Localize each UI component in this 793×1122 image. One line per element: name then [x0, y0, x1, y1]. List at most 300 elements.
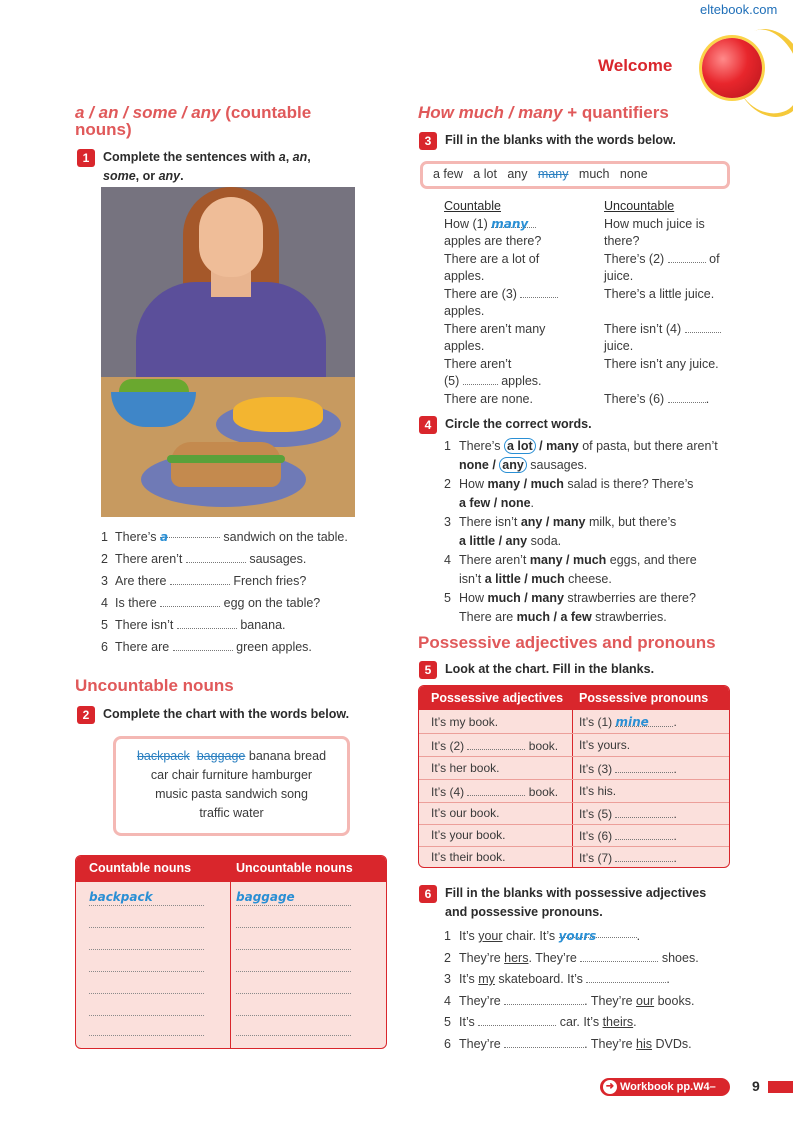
ex4-l10-opt1[interactable]: much: [516, 610, 551, 624]
ex4-l5-sep: /: [542, 515, 553, 529]
ex1-item-2: [101, 548, 381, 570]
ex4-num-3: 3: [444, 515, 451, 529]
ex6-num-3: 3: [444, 972, 451, 986]
exercise-5-number: 5: [419, 661, 437, 679]
ex5-r5-pro-post: .: [673, 807, 677, 821]
ex4-line-7: [444, 551, 734, 570]
ex4-l7-pre: There aren’t: [459, 553, 530, 567]
ex4-l5-opt2[interactable]: many: [552, 515, 586, 529]
ex6-line-4: [444, 991, 744, 1013]
ex6-l1-a: It’s: [459, 929, 479, 943]
ex6-l2-c: shoes.: [658, 950, 699, 965]
exercise-4-number: 4: [419, 416, 437, 434]
ex4-line-4: [444, 494, 734, 513]
ex4-l1-pre: There’s: [459, 439, 504, 453]
ex6-l2-a: They’re: [459, 950, 505, 965]
ex5-row-1-adj: [431, 715, 498, 729]
ex6-l5-a: It’s: [459, 1015, 479, 1029]
ex4-l2-opt2-circled[interactable]: any: [499, 457, 527, 473]
ex4-l3-sep: /: [520, 477, 531, 491]
ex1-item-4-post: egg on the table?: [220, 596, 321, 610]
ex6-l1-answer: yours: [558, 929, 597, 943]
ex1-instr-or: , or: [135, 168, 159, 183]
ex3-c9: There aren’t: [444, 356, 512, 371]
ex4-l5-opt1[interactable]: any: [520, 515, 543, 529]
ex6-l4-blank[interactable]: [504, 993, 584, 1005]
ex6-l5-b: car. It’s: [556, 1015, 603, 1029]
ex5-col-pronouns: Possessive pronouns: [579, 691, 709, 705]
ex2-line[interactable]: [236, 949, 351, 950]
ex1-instr-pre: Complete the sentences with: [103, 150, 279, 164]
workbook-reference-label: Workbook pp.W4–W5: [620, 1081, 716, 1111]
ex4-l4-opt1[interactable]: a few: [459, 496, 491, 510]
ex4-l1-post: of pasta, but there aren’t: [578, 439, 718, 453]
ex3-u3-b: of: [705, 251, 720, 266]
ex1-item-5-blank[interactable]: [177, 617, 237, 629]
ex2-chart-col-uncountable: Uncountable nouns: [236, 861, 353, 875]
section-title-quantifiers-italic: How much / many: [418, 103, 563, 122]
ex3-u6-text: There isn’t (4): [604, 321, 685, 336]
ex4-l5-pre: There isn’t: [459, 515, 521, 529]
ex3-words-pre: a few a lot any: [433, 167, 538, 181]
ex3-c1-answer: many: [491, 216, 529, 231]
ex4-line-5: [444, 513, 734, 532]
ex4-l2-sep: /: [488, 458, 500, 472]
ex6-num-5: 5: [444, 1015, 451, 1029]
ex5-r1-adj-text: It’s my book.: [431, 715, 499, 729]
ex4-l2-opt1[interactable]: none: [459, 458, 489, 472]
ex2-line[interactable]: [236, 1015, 351, 1016]
ex1-item-5-num: 5: [101, 618, 108, 632]
ex5-row-line: [419, 846, 729, 847]
ex1-item-6-post: green apples.: [232, 640, 312, 654]
ex3-uncountable-title: Uncountable: [604, 199, 675, 213]
ex3-u6-blank[interactable]: [685, 321, 721, 333]
ex2-line[interactable]: [89, 971, 204, 972]
welcome-ball-icon: [702, 38, 762, 98]
ex4-num-1: 1: [444, 439, 451, 453]
ex4-l9-opt1[interactable]: much: [487, 591, 521, 605]
ex2-line[interactable]: [89, 993, 204, 994]
ex1-item-5-post: banana.: [236, 618, 286, 632]
workbook-reference-button[interactable]: [600, 1078, 730, 1111]
ex3-c10-blank[interactable]: [463, 373, 498, 385]
ex1-item-3: [101, 570, 381, 592]
ex2-line[interactable]: [89, 1015, 204, 1016]
ex4-l3-opt1[interactable]: many: [487, 477, 521, 491]
ex4-line-8: [444, 570, 734, 589]
ex3-u7: juice.: [604, 339, 634, 353]
sandwich-shape: [171, 442, 281, 487]
ex5-r6-pro-text: It’s (6): [579, 829, 616, 843]
ex5-row-2-adj: [431, 738, 558, 753]
ex5-r4-adj-post: book.: [525, 785, 559, 799]
exercise-3-instruction: [419, 131, 729, 150]
ex5-r6-blank[interactable]: [615, 828, 673, 840]
ex1-item-1-post: sandwich on the table.: [219, 530, 348, 544]
ex4-l2-post: sausages.: [526, 458, 588, 472]
ex4-line-9: [444, 589, 734, 608]
ex1-instr-c1: ,: [285, 150, 293, 164]
ex1-item-6-blank[interactable]: [173, 639, 233, 651]
ex6-l2-underlined: hers: [504, 950, 529, 965]
ex5-row-5-pro: [579, 806, 677, 821]
ex5-r1-blank[interactable]: [615, 715, 673, 727]
exercise-2-instruction: [77, 705, 387, 724]
ex6-l4-c: books.: [654, 993, 695, 1008]
ex4-l8-sep: /: [520, 572, 532, 586]
ex4-l1-opt2[interactable]: many: [546, 439, 579, 453]
ex2-words-line1-rest: banana bread: [245, 749, 327, 763]
ex5-r1-pro-post: .: [673, 715, 677, 729]
ex2-line[interactable]: [236, 905, 351, 906]
ex2-instr-text: Complete the chart with the words below.: [103, 707, 350, 721]
ex5-r4-adj-pre: It’s (4): [431, 785, 468, 799]
ex4-l7-opt2[interactable]: much: [572, 553, 607, 567]
ex6-l4-a: They’re: [459, 993, 505, 1008]
ex2-words-line1: [126, 747, 337, 766]
ex5-r2-blank[interactable]: [467, 738, 525, 750]
ex5-r5-pro-text: It’s (5): [579, 807, 616, 821]
ex6-l6-c: DVDs.: [652, 1036, 692, 1051]
ex3-c8: apples.: [444, 339, 485, 353]
section-title-quantifiers-rest: + quantifiers: [562, 103, 669, 122]
ex2-chart-answer-countable: backpack: [89, 890, 153, 904]
ex1-item-4: [101, 592, 381, 614]
ex5-row-line: [419, 802, 729, 803]
exercise-1-list: [101, 526, 381, 658]
ex6-l3-blank[interactable]: [586, 971, 666, 983]
ex2-word-baggage-struck: baggage: [196, 749, 246, 763]
ex5-chart-divider: [572, 686, 573, 867]
ex3-c4: apples.: [444, 269, 485, 283]
ex5-r2-adj-post: book.: [525, 739, 559, 753]
section-title-articles-line2: nouns): [75, 120, 132, 139]
ex3-u3-blank[interactable]: [668, 251, 706, 263]
ex6-l1-blank[interactable]: [558, 926, 637, 943]
ex4-l6-opt2[interactable]: any: [505, 534, 528, 548]
exercise-6-list: [444, 926, 744, 1055]
section-title-uncountable: Uncountable nouns: [75, 676, 234, 695]
ex4-l8-opt2[interactable]: much: [531, 572, 565, 586]
ex4-l9-pre: How: [459, 591, 488, 605]
ex6-l6-underlined: his: [636, 1036, 653, 1051]
ex2-chart-divider: [230, 856, 231, 1048]
ex1-item-6-pre: There are: [115, 640, 173, 654]
ex1-instr-some: some: [103, 168, 136, 183]
ex6-l6-a: They’re: [459, 1036, 505, 1051]
ex3-u5: There’s a little juice.: [604, 286, 715, 301]
ex6-num-2: 2: [444, 950, 451, 965]
ex6-line-5: [444, 1012, 744, 1034]
ex3-c6: apples.: [444, 304, 485, 318]
ex3-c10: [444, 373, 594, 391]
ex2-line[interactable]: [236, 1035, 351, 1036]
ex1-item-4-pre: Is there: [115, 596, 161, 610]
ex3-u1: How much juice is: [604, 216, 705, 231]
ex4-l6-post: soda.: [527, 534, 562, 548]
ex1-instr-c2: ,: [307, 150, 311, 164]
exercise-2-chart: [75, 855, 387, 1049]
ex1-item-3-post: French fries?: [229, 574, 307, 588]
ex6-l5-c: .: [633, 1015, 637, 1029]
lettuce-shape: [167, 455, 285, 463]
ex6-l1-c: .: [636, 929, 641, 943]
ex4-l7-opt1[interactable]: many: [529, 553, 563, 567]
ex3-c5: [444, 286, 594, 304]
ex6-l2-b: . They’re: [528, 950, 581, 965]
exercise-3-word-box: [420, 161, 730, 189]
ex4-l3-pre: How: [459, 477, 488, 491]
ex2-line[interactable]: [89, 949, 204, 950]
ex1-instr-any: any: [158, 168, 181, 183]
ex4-l4-post: .: [530, 496, 535, 510]
ex2-chart-answer-uncountable: baggage: [236, 890, 295, 904]
exercise-4-instruction: [419, 415, 729, 434]
ex3-countable-title: Countable: [444, 199, 501, 213]
section-title-articles-rest: (countable: [220, 103, 312, 122]
ex6-num-4: 4: [444, 993, 451, 1008]
ex2-line[interactable]: [236, 993, 351, 994]
ex5-row-line: [419, 756, 729, 757]
ex2-word-backpack-struck: backpack: [136, 749, 190, 763]
ex4-l1-opt1-circled[interactable]: a lot: [504, 438, 536, 454]
exercise-2-number: 2: [77, 706, 95, 724]
ex1-instr-end: .: [180, 168, 184, 183]
ex1-item-5-pre: There isn’t: [115, 618, 177, 632]
ex5-r2-adj-pre: It’s (2): [431, 739, 468, 753]
ex5-instr-text: Look at the chart. Fill in the blanks.: [445, 662, 655, 676]
ex4-l9-sep: /: [520, 591, 532, 605]
ex1-item-2-blank[interactable]: [186, 551, 246, 563]
ex5-row-7-adj: It’s their book.: [431, 850, 506, 864]
ex5-r3-blank[interactable]: [615, 761, 673, 773]
ex3-u9-b: .: [705, 391, 710, 406]
ex3-u4: juice.: [604, 269, 634, 283]
ex5-row-5-adj: It’s our book.: [431, 806, 500, 820]
ex5-r7-pro-post: .: [673, 851, 677, 865]
exercise-4-list: [444, 437, 734, 627]
ex1-item-1-answer: a: [159, 530, 169, 544]
ex6-l3-c: .: [666, 972, 670, 986]
ex5-row-line: [419, 824, 729, 825]
ex6-l3-a: It’s: [459, 972, 479, 986]
section-title-articles: [75, 104, 375, 138]
ex5-r6-pro-post: .: [673, 829, 677, 843]
exercise-2-word-box: [113, 736, 350, 836]
ex3-c5-blank[interactable]: [520, 286, 558, 298]
ex6-line-6: [444, 1034, 744, 1056]
ex6-num-6: 6: [444, 1036, 451, 1051]
ex3-spacer: [604, 303, 734, 321]
ex5-r7-pro-text: It’s (7): [579, 851, 616, 865]
ex6-l4-underlined: our: [636, 993, 655, 1008]
exercise-5-chart: [418, 685, 730, 868]
ex4-l10-pre: There are: [459, 610, 517, 624]
ex4-num-4: 4: [444, 553, 451, 567]
ex1-item-1-pre: There’s: [115, 530, 160, 544]
ex6-l6-b: . They’re: [584, 1036, 637, 1051]
section-title-articles-italic: a / an / some / any: [75, 103, 221, 122]
ex5-row-1-pro: [579, 715, 677, 729]
arrow-right-icon: ➜: [603, 1080, 617, 1094]
ex4-line-3: [444, 475, 734, 494]
ex3-c1-text: How (1): [444, 216, 492, 231]
ex6-l3-b: skateboard. It’s: [494, 972, 587, 986]
ex4-num-5: 5: [444, 591, 451, 605]
ex3-u6: [604, 321, 734, 339]
ex3-u9-blank[interactable]: [668, 391, 706, 403]
ex1-instr-an: an: [292, 150, 308, 164]
ex3-uncountable-column: [604, 198, 734, 408]
ex5-r4-blank[interactable]: [467, 784, 525, 796]
ex5-r1-pro-text: It’s (1): [579, 715, 616, 729]
exercise-5-instruction: [419, 660, 729, 679]
ex2-words-line3: music pasta sandwich song: [155, 787, 308, 801]
ex4-l9-opt2[interactable]: many: [531, 591, 564, 605]
ex3-c2: apples are there?: [444, 234, 542, 248]
ex4-line-1: [444, 437, 734, 456]
ex6-l5-blank[interactable]: [478, 1014, 556, 1026]
ex6-l2-blank[interactable]: [580, 950, 658, 962]
french-fries-shape: [233, 397, 323, 432]
ex6-l5-underlined: theirs: [602, 1015, 634, 1029]
ex3-c1: [444, 216, 594, 234]
head-shape: [199, 197, 263, 277]
exercise-6-instruction: [419, 884, 739, 921]
ex1-item-4-num: 4: [101, 596, 108, 610]
ex4-l3-post: salad is there? There’s: [563, 477, 694, 491]
ex6-l6-blank[interactable]: [504, 1036, 584, 1048]
ex4-l6-sep: /: [495, 534, 506, 548]
ex3-u8: There isn’t any juice.: [604, 356, 719, 371]
ex5-row-line: [419, 733, 729, 734]
ex1-item-3-pre: Are there: [115, 574, 170, 588]
ex3-c5-text: There are (3): [444, 286, 521, 301]
ex3-instr-text: Fill in the blanks with the words below.: [445, 133, 676, 147]
ex2-line[interactable]: [89, 1035, 204, 1036]
ex6-instr-line1: Fill in the blanks with possessive adjectives: [445, 886, 707, 900]
section-title-quantifiers: [418, 104, 669, 121]
ex4-l10-sep: /: [550, 610, 561, 624]
ex1-item-1: [101, 526, 381, 548]
ex4-l8-post: cheese.: [564, 572, 612, 586]
ex3-word-many-struck: many: [537, 167, 569, 181]
ex4-l7-post: eggs, and there: [606, 553, 697, 567]
ex4-l6-opt1[interactable]: a little: [459, 534, 496, 548]
ex5-col-adjectives: Possessive adjectives: [431, 691, 564, 705]
ex2-chart-col-countable: Countable nouns: [89, 861, 192, 875]
ex2-words-line2: car chair furniture hamburger: [150, 768, 313, 782]
ex4-instr-text: Circle the correct words.: [445, 417, 592, 431]
ex4-l4-sep: /: [490, 496, 501, 510]
ex5-r3-pro-post: .: [673, 762, 677, 776]
ex2-line[interactable]: [236, 971, 351, 972]
ex3-u3: [604, 251, 734, 269]
ex3-c3: There are a lot of: [444, 251, 540, 266]
ex6-l1-b: chair. It’s: [502, 929, 559, 943]
unit-title: Welcome: [598, 56, 673, 75]
ex5-row-4-pro: It’s his.: [579, 784, 617, 798]
ex6-instr-line2: and possessive pronouns.: [445, 904, 603, 919]
ex5-chart-header: [419, 686, 729, 710]
ex4-l8-pre: isn’t: [459, 572, 485, 586]
exercise-3-number: 3: [419, 132, 437, 150]
ex5-row-6-pro: [579, 828, 677, 843]
ex4-line-10: [444, 608, 734, 627]
ex5-row-3-adj: It’s her book.: [431, 761, 500, 775]
ex3-c10-a: (5): [444, 374, 463, 388]
ex1-item-4-blank[interactable]: [160, 595, 220, 607]
ex5-row-3-pro: [579, 761, 677, 776]
ex1-item-3-blank[interactable]: [170, 573, 230, 585]
ex6-num-1: 1: [444, 929, 451, 943]
ex1-item-1-num: 1: [101, 530, 108, 544]
ex5-row-2-pro: It’s yours.: [579, 738, 631, 752]
ex3-u2: there?: [604, 234, 640, 248]
ex5-r1-answer: mine: [615, 715, 649, 729]
ex6-l1-underlined: your: [478, 929, 503, 943]
ex4-l9-post: strawberries are there?: [563, 591, 696, 605]
ex4-l10-post: strawberries.: [591, 610, 667, 624]
ex1-instr-a: a: [278, 150, 286, 164]
site-watermark: eltebook.com: [700, 2, 778, 17]
exercise-1-instruction: [77, 148, 367, 185]
ex5-row-6-adj: It’s your book.: [431, 828, 506, 842]
woman-with-food-illustration: [101, 187, 355, 517]
ex4-line-2: [444, 456, 734, 475]
ex3-u3-a: There’s (2): [604, 251, 668, 266]
ex4-l5-post: milk, but there’s: [585, 515, 677, 529]
ex5-r5-blank[interactable]: [615, 806, 673, 818]
ex6-line-2: [444, 948, 744, 970]
ex5-row-line: [419, 779, 729, 780]
ex2-line[interactable]: [89, 927, 204, 928]
ex3-countable-column: [444, 198, 594, 408]
ex4-l3-opt2[interactable]: much: [530, 477, 564, 491]
page-number-bar-decoration: [768, 1081, 793, 1093]
ex3-words-post: much none: [568, 167, 648, 181]
ex2-line[interactable]: [89, 905, 204, 906]
ex3-c10-b: apples.: [497, 374, 542, 388]
ex5-r7-blank[interactable]: [615, 850, 673, 862]
ex5-row-7-pro: [579, 850, 677, 865]
ex5-r3-pro-text: It’s (3): [579, 762, 616, 776]
exercise-1-number: 1: [77, 149, 95, 167]
section-title-possessives: Possessive adjectives and pronouns: [418, 633, 716, 652]
ex4-l10-opt2[interactable]: a few: [560, 610, 592, 624]
ex3-spacer: [604, 373, 734, 391]
ex1-item-6-num: 6: [101, 640, 108, 654]
ex1-item-2-pre: There aren’t: [115, 552, 186, 566]
ex6-l4-b: . They’re: [584, 993, 637, 1008]
ex1-item-1-blank[interactable]: [159, 526, 220, 544]
ex1-item-6: [101, 636, 381, 658]
ex6-line-3: [444, 969, 744, 991]
ex3-u9-a: There’s (6): [604, 391, 668, 406]
ex2-line[interactable]: [236, 927, 351, 928]
ex1-item-2-num: 2: [101, 552, 108, 566]
ex4-l8-opt1[interactable]: a little: [484, 572, 521, 586]
ex4-line-6: [444, 532, 734, 551]
ex3-c1-blank[interactable]: [491, 216, 536, 231]
ex5-row-4-adj: [431, 784, 558, 799]
ex6-line-1: [444, 926, 744, 948]
ex4-l4-opt2[interactable]: none: [500, 496, 531, 510]
ex1-item-5: [101, 614, 381, 636]
ex4-l1-sep: /: [535, 439, 547, 453]
ex1-item-2-post: sausages.: [245, 552, 307, 566]
